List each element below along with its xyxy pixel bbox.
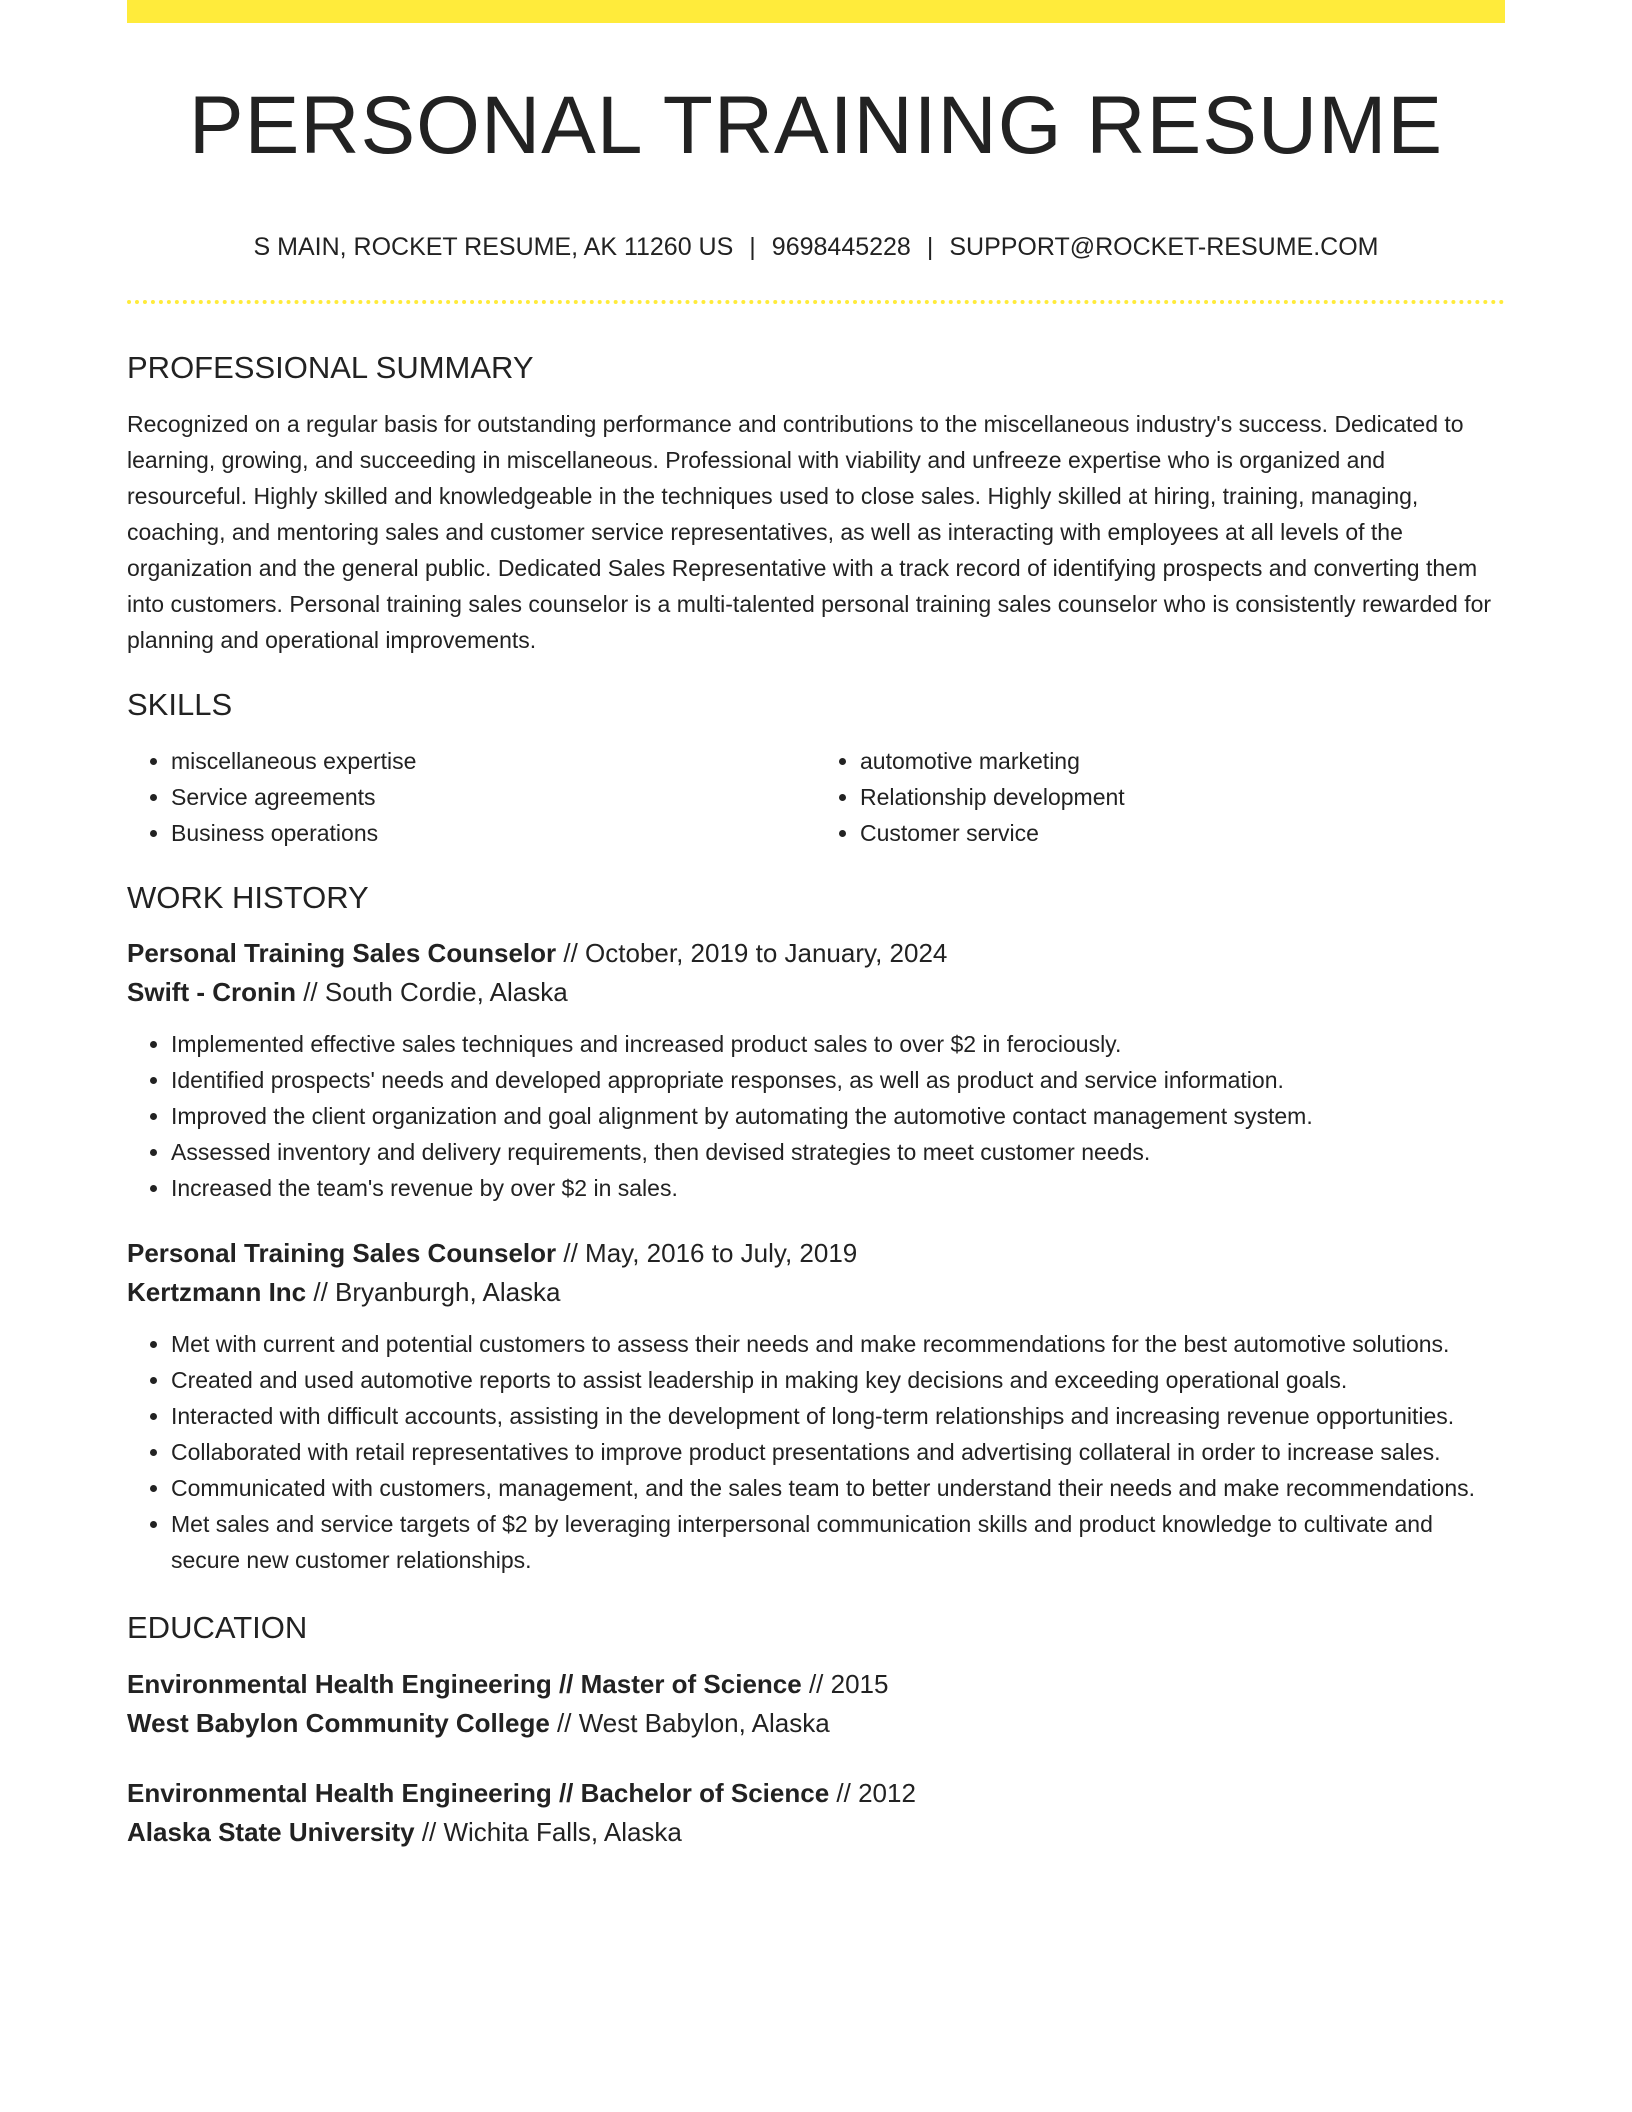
header-divider bbox=[127, 300, 1505, 304]
education-school-line bbox=[127, 1704, 1505, 1743]
job-bullet: • Identified prospects' needs and developed appropriate responses, as well as product and service information. bbox=[171, 1062, 1505, 1098]
job-bullet: • Implemented effective sales techniques and increased product sales to over $2 in ferociously. bbox=[171, 1026, 1505, 1062]
job-entry bbox=[127, 1234, 1505, 1578]
skills-column-left bbox=[127, 743, 816, 851]
contact-address: S MAIN, ROCKET RESUME, AK 11260 US bbox=[253, 233, 734, 261]
job-bullet: • Communicated with customers, management, and the sales team to better understand their needs and make recommendations. bbox=[171, 1470, 1505, 1506]
education-year: // 2015 bbox=[801, 1669, 889, 1699]
job-bullet: • Assessed inventory and delivery requirements, then devised strategies to meet customer needs. bbox=[171, 1134, 1505, 1170]
skill-item: • miscellaneous expertise bbox=[171, 743, 816, 779]
top-accent-bar bbox=[127, 0, 1505, 23]
work-heading: WORK HISTORY bbox=[127, 880, 369, 915]
education-location: // West Babylon, Alaska bbox=[549, 1708, 830, 1738]
job-dates: // October, 2019 to January, 2024 bbox=[556, 938, 948, 968]
skills-column-right bbox=[816, 743, 1505, 851]
education-entry bbox=[127, 1774, 1505, 1852]
summary-text: Recognized on a regular basis for outstanding performance and contributions to the miscellaneous industry's success. Dedicated to learning, growing, and succeeding in miscellaneous. Professional with viability and unfreeze expertise who is organized and resourceful. Highly skilled and knowledgeable in the techniques used to close sales. Highly skilled at hiring, training, managing, coaching, and mentoring sales and customer service representatives, as well as interacting with employees at all levels of the organization and the general public. Dedicated Sales Representative with a track record of identifying prospects and converting them into customers. Personal training sales counselor is a multi-talented personal training sales counselor who is consistently rewarded for planning and operational improvements. bbox=[127, 411, 1492, 653]
skill-item: • Customer service bbox=[860, 815, 1505, 851]
resume-title: PERSONAL TRAINING RESUME bbox=[188, 80, 1444, 171]
education-degree: Environmental Health Engineering // Bachelor of Science bbox=[127, 1778, 830, 1808]
resume-page bbox=[127, 0, 1505, 1852]
job-company: Swift - Cronin bbox=[127, 977, 296, 1007]
education-school-line bbox=[127, 1813, 1505, 1852]
job-title-line bbox=[127, 1234, 1505, 1273]
job-bullet: • Collaborated with retail representatives to improve product presentations and advertising collateral in order to increase sales. bbox=[171, 1434, 1505, 1470]
skill-item: • Relationship development bbox=[860, 779, 1505, 815]
education-degree-line bbox=[127, 1774, 1505, 1813]
job-entry bbox=[127, 934, 1505, 1206]
job-bullet: • Interacted with difficult accounts, assisting in the development of long-term relationships and increasing revenue opportunities. bbox=[171, 1398, 1505, 1434]
skills-list bbox=[127, 743, 1505, 851]
job-company-line bbox=[127, 1273, 1505, 1312]
job-bullets bbox=[127, 1026, 1505, 1206]
job-bullet: • Created and used automotive reports to assist leadership in making key decisions and exceeding operational goals. bbox=[171, 1362, 1505, 1398]
education-degree: Environmental Health Engineering // Master of Science bbox=[127, 1669, 802, 1699]
job-title-line bbox=[127, 934, 1505, 973]
job-bullet: • Met sales and service targets of $2 by leveraging interpersonal communication skills and product knowledge to cultivate and secure new customer relationships. bbox=[171, 1506, 1505, 1578]
summary-heading: PROFESSIONAL SUMMARY bbox=[127, 350, 534, 385]
job-bullet: • Increased the team's revenue by over $2 in sales. bbox=[171, 1170, 1505, 1206]
education-degree-line bbox=[127, 1665, 1505, 1704]
education-heading: EDUCATION bbox=[127, 1610, 308, 1645]
contact-separator: | bbox=[749, 233, 756, 261]
job-location: // South Cordie, Alaska bbox=[295, 977, 568, 1007]
education-school: West Babylon Community College bbox=[127, 1708, 550, 1738]
contact-email: SUPPORT@ROCKET-RESUME.COM bbox=[949, 233, 1379, 261]
education-entry bbox=[127, 1665, 1505, 1743]
job-company-line bbox=[127, 973, 1505, 1012]
skill-item: • Service agreements bbox=[171, 779, 816, 815]
job-dates: // May, 2016 to July, 2019 bbox=[556, 1238, 858, 1268]
job-bullet: • Improved the client organization and goal alignment by automating the automotive contact management system. bbox=[171, 1098, 1505, 1134]
job-bullet: • Met with current and potential customers to assess their needs and make recommendations for the best automotive solutions. bbox=[171, 1326, 1505, 1362]
job-location: // Bryanburgh, Alaska bbox=[306, 1277, 561, 1307]
contact-phone: 9698445228 bbox=[771, 233, 911, 261]
job-role: Personal Training Sales Counselor bbox=[127, 1238, 557, 1268]
job-role: Personal Training Sales Counselor bbox=[127, 938, 557, 968]
job-bullets bbox=[127, 1326, 1505, 1578]
skill-item: • Business operations bbox=[171, 815, 816, 851]
skill-item: • automotive marketing bbox=[860, 743, 1505, 779]
contact-separator: | bbox=[926, 233, 934, 261]
contact-line bbox=[127, 235, 1505, 260]
skills-heading: SKILLS bbox=[127, 687, 233, 722]
job-company: Kertzmann Inc bbox=[127, 1277, 307, 1307]
education-school: Alaska State University bbox=[127, 1817, 415, 1847]
education-year: // 2012 bbox=[829, 1778, 916, 1808]
education-location: // Wichita Falls, Alaska bbox=[414, 1817, 682, 1847]
